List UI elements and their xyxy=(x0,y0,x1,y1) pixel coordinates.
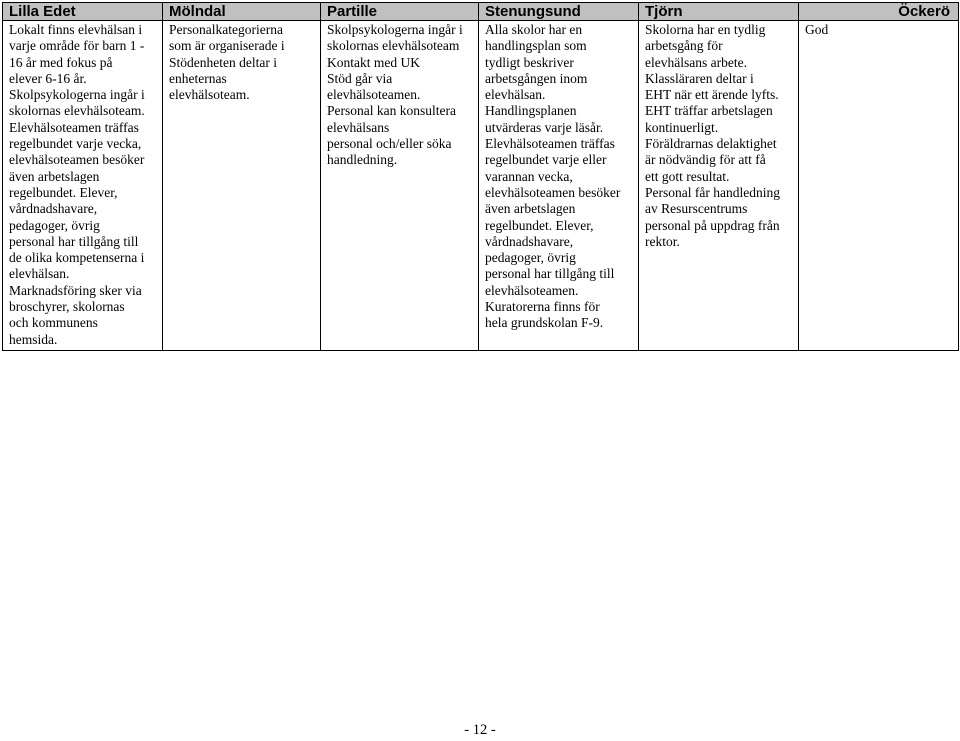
cell-line: kontinuerligt. xyxy=(645,119,719,135)
cell-line: vårdnadshavare, xyxy=(485,233,574,249)
cell-line: rektor. xyxy=(645,233,680,249)
cell-line: personal har tillgång till xyxy=(9,233,139,249)
cell-line: av Resurscentrums xyxy=(645,201,748,217)
cell-line: elevhälsoteam. xyxy=(169,87,250,103)
cell-line: broschyrer, skolornas xyxy=(9,299,125,315)
cell-line: EHT när ett ärende lyfts. xyxy=(645,87,779,103)
cell-line: elevhälsan. xyxy=(485,87,546,103)
cell-line: Personal kan konsultera xyxy=(327,103,456,119)
cell-line: och kommunens xyxy=(9,315,98,331)
cell-line: regelbundet. Elever, xyxy=(9,184,118,200)
cell-line: EHT träffar arbetslagen xyxy=(645,103,773,119)
cell-line: elevhälsoteamen. xyxy=(485,282,579,298)
header-molndal: Mölndal xyxy=(163,3,321,21)
cell-line: elevhälsoteamen besöker xyxy=(9,152,145,168)
cell-line: Personalkategorierna xyxy=(169,22,283,37)
cell-line: Elevhälsoteamen träffas xyxy=(485,136,615,152)
cell-lilla-edet xyxy=(3,21,163,351)
cell-partille xyxy=(321,21,479,351)
cell-ockero xyxy=(799,21,959,351)
comparison-table xyxy=(2,2,959,351)
cell-line: Kontakt med UK xyxy=(327,54,420,70)
cell-line: varannan vecka, xyxy=(485,168,573,184)
header-tjorn: Tjörn xyxy=(639,3,799,21)
cell-line: de olika kompetenserna i xyxy=(9,250,145,266)
cell-line: pedagoger, övrig xyxy=(9,217,100,233)
cell-line: regelbundet varje vecka, xyxy=(9,136,142,152)
cell-line: även arbetslagen xyxy=(9,168,100,184)
cell-line: handlingsplan som xyxy=(485,38,587,54)
header-row xyxy=(3,3,959,21)
cell-line: personal har tillgång till xyxy=(485,266,615,282)
cell-line: God xyxy=(805,22,829,37)
cell-line: skolornas elevhälsoteam. xyxy=(9,103,145,119)
cell-line: varje område för barn 1 - xyxy=(9,38,145,54)
cell-line: Föräldrarnas delaktighet xyxy=(645,136,777,152)
cell-line: även arbetslagen xyxy=(485,201,576,217)
cell-line: Stöd går via xyxy=(327,70,393,86)
cell-line: Kuratorerna finns för xyxy=(485,299,600,315)
cell-line: enheternas xyxy=(169,70,227,86)
cell-line: Alla skolor har en xyxy=(485,22,583,37)
header-stenungsund: Stenungsund xyxy=(479,3,639,21)
cell-line: personal och/eller söka xyxy=(327,136,452,152)
cell-line: skolornas elevhälsoteam xyxy=(327,38,460,54)
cell-line: elevhälsoteamen besöker xyxy=(485,184,621,200)
cell-line: handledning. xyxy=(327,152,398,168)
cell-line: hela grundskolan F-9. xyxy=(485,315,604,331)
cell-line: personal på uppdrag från xyxy=(645,217,780,233)
cell-line: Elevhälsoteamen träffas xyxy=(9,119,139,135)
cell-line: utvärderas varje läsår. xyxy=(485,119,604,135)
cell-line: Handlingsplanen xyxy=(485,103,577,119)
header-ockero: Öckerö xyxy=(799,3,959,21)
cell-line: Personal får handledning xyxy=(645,184,780,200)
cell-line: regelbundet varje eller xyxy=(485,152,607,168)
cell-line: Skolorna har en tydlig xyxy=(645,22,766,37)
page-number: - 12 - xyxy=(464,722,496,738)
cell-line: arbetsgången inom xyxy=(485,70,588,86)
cell-line: Stödenheten deltar i xyxy=(169,54,277,70)
cell-line: Skolpsykologerna ingår i xyxy=(327,22,463,37)
cell-line: elevhälsan. xyxy=(9,266,70,282)
cell-line: regelbundet. Elever, xyxy=(485,217,594,233)
cell-line: tydligt beskriver xyxy=(485,54,574,70)
cell-line: ett gott resultat. xyxy=(645,168,730,184)
cell-line: elevhälsoteamen. xyxy=(327,87,421,103)
header-partille: Partille xyxy=(321,3,479,21)
header-lilla-edet: Lilla Edet xyxy=(3,3,163,21)
cell-line: pedagoger, övrig xyxy=(485,250,576,266)
cell-line: elevhälsans xyxy=(327,119,390,135)
cell-line: 16 år med fokus på xyxy=(9,54,113,70)
cell-stenungsund xyxy=(479,21,639,351)
cell-line: är nödvändig för att få xyxy=(645,152,766,168)
cell-line: vårdnadshavare, xyxy=(9,201,98,217)
cell-molndal xyxy=(163,21,321,351)
cell-line: arbetsgång för xyxy=(645,38,723,54)
cell-line: Skolpsykologerna ingår i xyxy=(9,87,145,103)
cell-line: som är organiserade i xyxy=(169,38,285,54)
cell-line: elevhälsans arbete. xyxy=(645,54,747,70)
cell-line: Lokalt finns elevhälsan i xyxy=(9,22,143,37)
cell-line: Klassläraren deltar i xyxy=(645,70,754,86)
table-row xyxy=(3,21,959,351)
cell-line: Marknadsföring sker via xyxy=(9,282,142,298)
cell-tjorn xyxy=(639,21,799,351)
cell-line: hemsida. xyxy=(9,331,58,347)
cell-line: elever 6-16 år. xyxy=(9,70,87,86)
